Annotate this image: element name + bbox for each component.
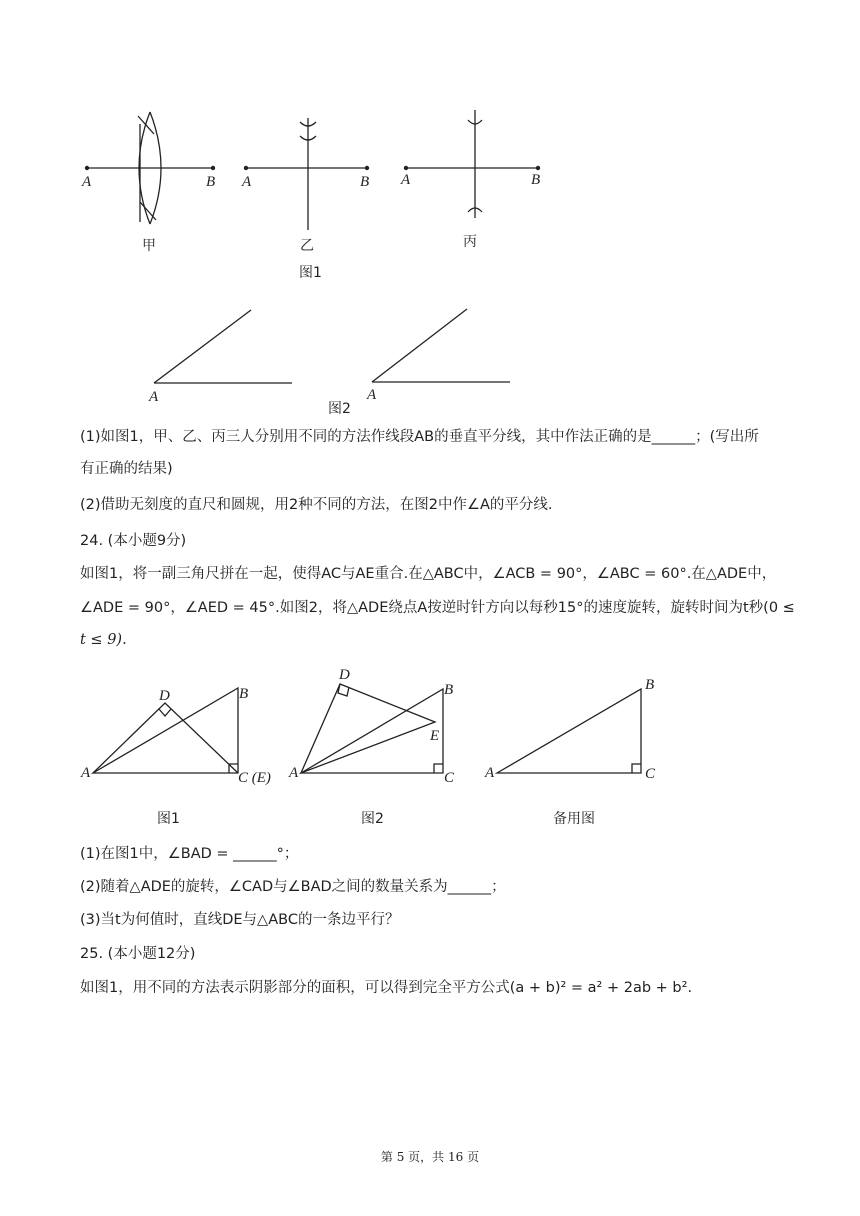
figure-1-caption: 图1 [299, 265, 322, 281]
spare-label-a: A [485, 765, 495, 781]
caption-jia: 甲 [142, 238, 156, 254]
fig2-label-b: B [444, 682, 454, 698]
q24-figures [75, 660, 675, 835]
caption-yi: 乙 [300, 238, 314, 254]
q23-part1-continued: 有正确的结果) [80, 461, 173, 477]
caption-bing: 丙 [463, 234, 477, 250]
label-b-bing: B [531, 172, 541, 188]
fig1-label-d: D [159, 688, 170, 704]
label-b-yi: B [360, 174, 370, 190]
label-b-jia: B [206, 174, 216, 190]
spare-caption: 备用图 [553, 811, 595, 827]
triangle-ade-fig1 [93, 703, 238, 773]
label-a-right: A [367, 387, 377, 403]
triangle-ade-fig2 [301, 684, 435, 773]
fig1-caption: 图1 [157, 811, 180, 827]
q23-part2: (2)借助无刻度的直尺和圆规，用2种不同的方法，在图2中作∠A的平分线. [80, 497, 553, 513]
spare-label-b: B [645, 677, 655, 693]
q25-header: 25. (本小题12分) [80, 946, 196, 962]
fig1-label-b: B [239, 686, 249, 702]
fig2-caption: 图2 [361, 811, 384, 827]
page-footer: 第 5 页，共 16 页 [380, 1150, 480, 1164]
q24-stem-line3: t ≤ 9). [80, 632, 127, 648]
figure-1 [70, 100, 570, 290]
label-a-yi: A [242, 174, 252, 190]
figure-2-caption: 图2 [328, 401, 351, 417]
angle-left-ray-2 [154, 310, 251, 383]
spare-label-c: C [645, 766, 656, 782]
fig1-label-c-e: C (E) [238, 770, 271, 786]
q23-part1: (1)如图1，甲、乙、丙三人分别用不同的方法作线段AB的垂直平分线，其中作法正确的是______；(写出所 [80, 429, 759, 445]
q24-stem-line1: 如图1，将一副三角尺拼在一起，使得AC与AE重合.在△ABC中，∠ACB = 90°，∠ABC = 60°.在△ADE中， [80, 566, 777, 582]
label-a-left: A [149, 389, 159, 405]
q24-question2: (2)随着△ADE的旋转，∠CAD与∠BAD之间的数量关系为______； [80, 879, 506, 895]
q24-question3: (3)当t为何值时，直线DE与△ABC的一条边平行？ [80, 912, 400, 928]
triangle-abc-fig2 [301, 689, 443, 773]
q25-stem: 如图1，用不同的方法表示阴影部分的面积，可以得到完全平方公式(a + b)² = a² + 2ab + b². [80, 980, 693, 996]
label-a-bing: A [401, 172, 411, 188]
triangle-abc-spare [497, 689, 641, 773]
fig2-label-d: D [339, 667, 350, 683]
q24-header: 24. (本小题9分) [80, 533, 187, 549]
figure-2 [140, 300, 540, 420]
label-a-jia: A [82, 174, 92, 190]
angle-right-ray-2 [372, 309, 467, 382]
fig2-label-c: C [444, 770, 455, 786]
fig2-label-a: A [289, 765, 299, 781]
fig2-label-e: E [430, 728, 440, 744]
fig1-label-a: A [81, 765, 91, 781]
q24-stem-line2: ∠ADE = 90°，∠AED = 45°.如图2，将△ADE绕点A按逆时针方向以每秒15°的速度旋转，旋转时间为t秒(0 ≤ [80, 600, 795, 616]
q24-question1: (1)在图1中，∠BAD = ______°； [80, 846, 299, 862]
